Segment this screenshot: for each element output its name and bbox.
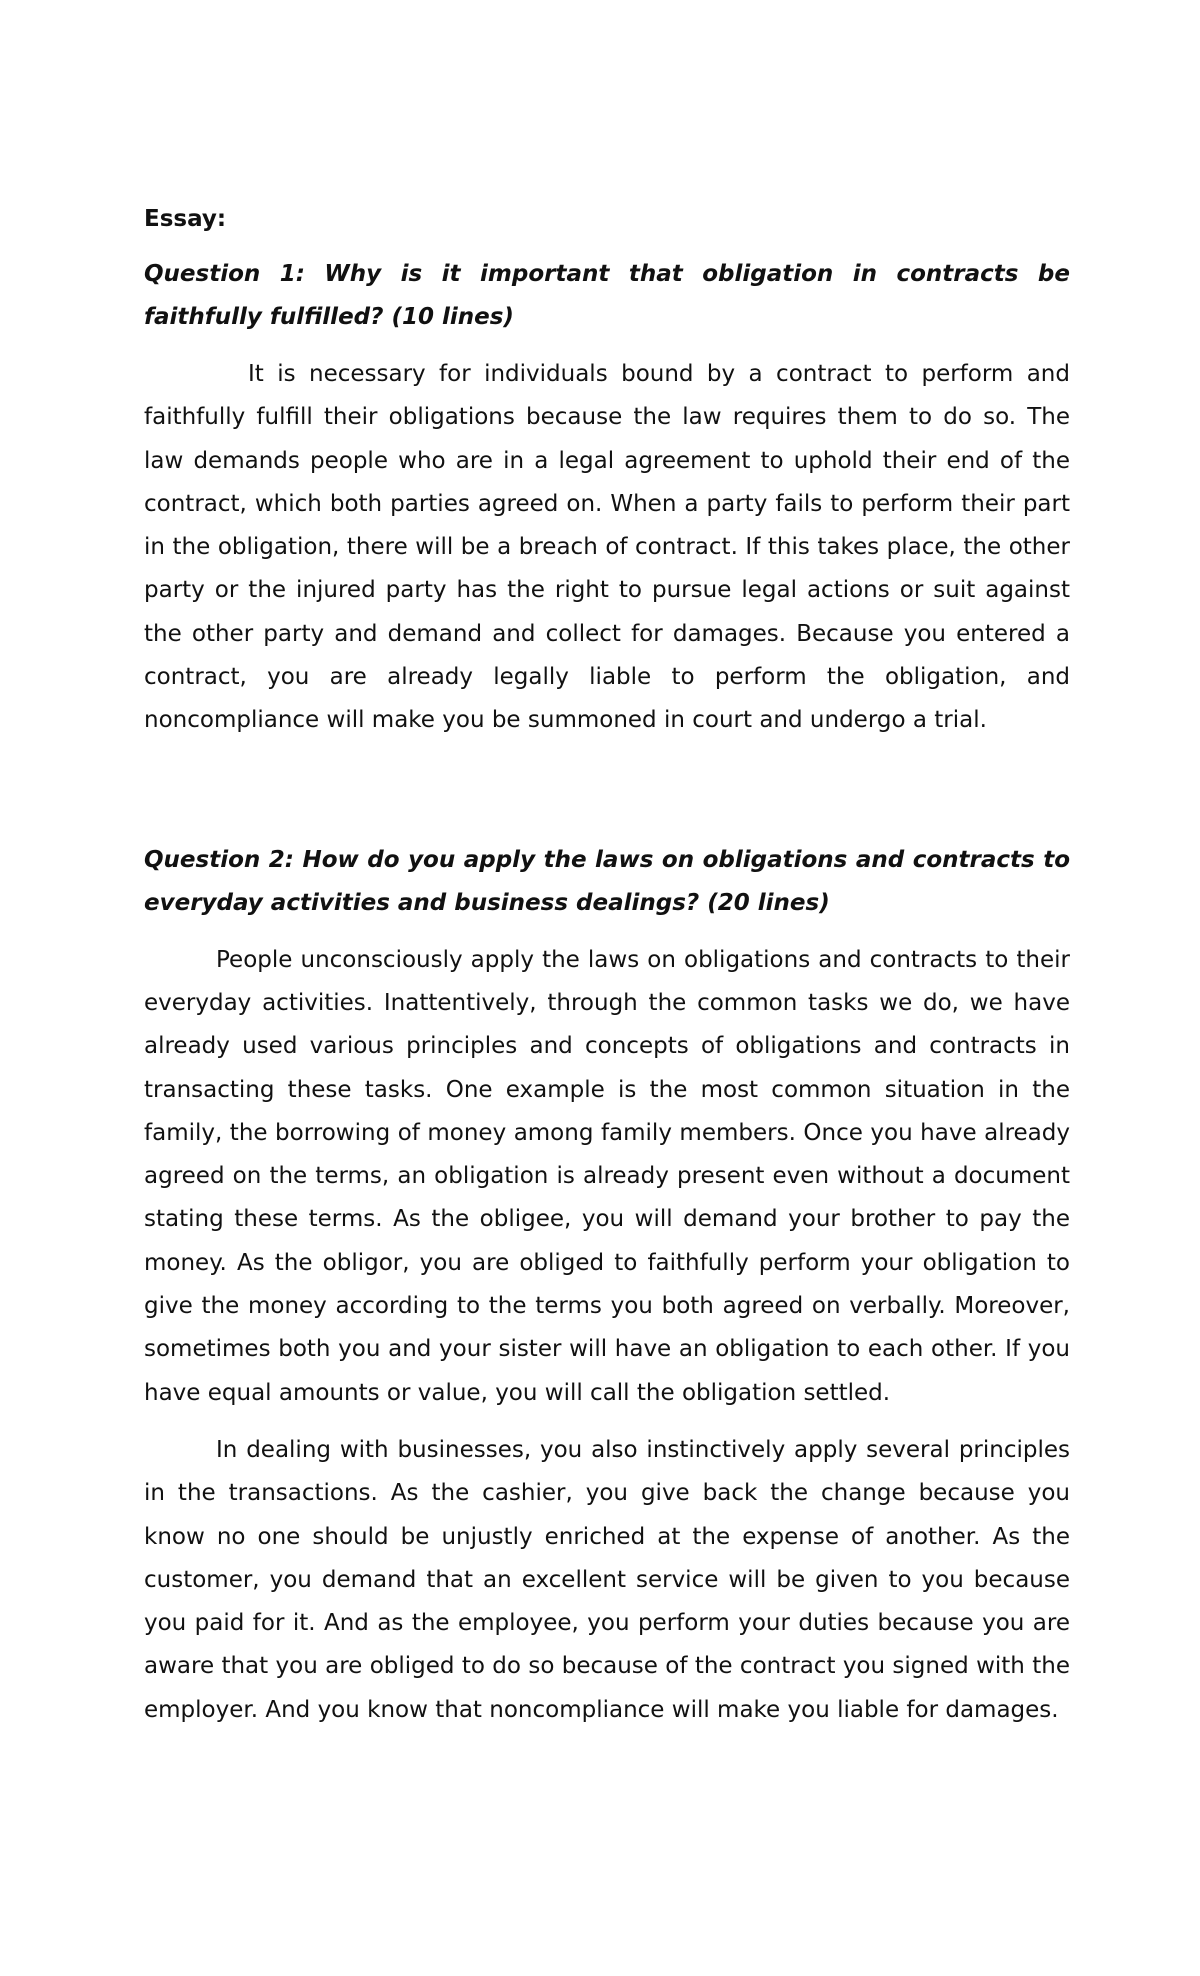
essay-heading: Essay:	[144, 206, 227, 232]
question-2-prompt: Question 2: How do you apply the laws on obligations and contracts to everyday activities and business dealings? (20 lines)	[144, 846, 1070, 916]
document-page	[144, 198, 1070, 1746]
question-1-prompt: Question 1: Why is it important that obligation in contracts be faithfully fulfilled? (10 lines)	[144, 261, 1070, 330]
question-2-answer-paragraph-2: In dealing with businesses, you also instinctively apply several principles in the transactions. As the cashier, you give back the change because you know no one should be unjustly enriched at the expense of another. As the customer, you demand that an excellent service will be given to you because you paid for it. And as the employee, you perform your duties because you are aware that you are obliged to do so because of the contract you signed with the employer. And you know that noncompliance will make you liable for damages.	[144, 1436, 1070, 1723]
question-2-answer-paragraph-1: People unconsciously apply the laws on obligations and contracts to their everyday activities. Inattentively, through the common tasks we do, we have already used various principles and concepts of obligations and contracts in transacting these tasks. One example is the most common situation in the family, the borrowing of money among family members. Once you have already agreed on the terms, an obligation is already present even without a document stating these terms. As the obligee, you will demand your brother to pay the money. As the obligor, you are obliged to faithfully perform your obligation to give the money according to the terms you both agreed on verbally. Moreover, sometimes both you and your sister will have an obligation to each other. If you have equal amounts or value, you will call the obligation settled.	[144, 946, 1070, 1406]
question-1-answer: It is necessary for individuals bound by a contract to perform and faithfully fulfill their obligations because the law requires them to do so. The law demands people who are in a legal agreement to uphold their end of the contract, which both parties agreed on. When a party fails to perform their part in the obligation, there will be a breach of contract. If this takes place, the other party or the injured party has the right to pursue legal actions or suit against the other party and demand and collect for damages. Because you entered a contract, you are already legally liable to perform the obligation, and noncompliance will make you be summoned in court and undergo a trial.	[144, 361, 1070, 734]
